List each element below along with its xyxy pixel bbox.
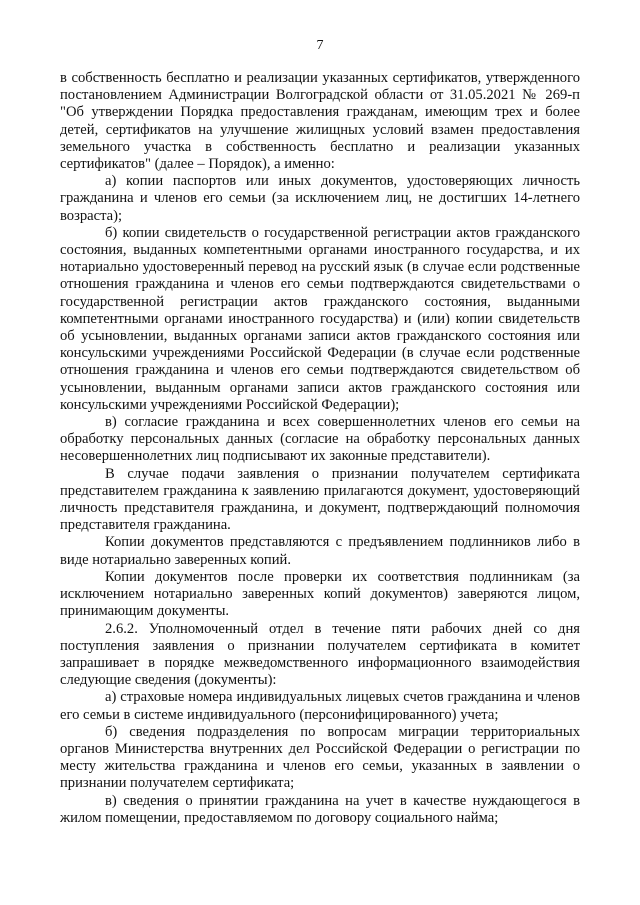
document-body (60, 70, 580, 827)
paragraph-section-2-6-2: 2.6.2. Уполномоченный отдел в течение пяти рабочих дней со дня поступления заявления о признании получателем сертификата в комитет запрашивает в порядке межведомственного информационного взаимодействия следующие сведения (документы): (60, 620, 580, 689)
page-number: 7 (316, 38, 324, 53)
paragraph-representative: В случае подачи заявления о признании получателем сертификата представителем гражданина к заявлению прилагаются документ, удостоверяющий личность представителя гражданина, и документ, подтверждающий полномочия представителя гражданина. (60, 465, 580, 534)
paragraph-copies-certified: Копии документов после проверки их соответствия подлинникам (за исключением нотариально заверенных копий документов) заверяются лицом, принимающим документы. (60, 568, 580, 620)
paragraph-item-v-consent: в) согласие гражданина и всех совершеннолетних членов его семьи на обработку персональных данных (согласие на обработку персональных данных несовершеннолетних лиц подписывают их законные представители). (60, 414, 580, 465)
paragraph-copies-presented: Копии документов представляются с предъявлением подлинников либо в виде нотариально заверенных копий. (60, 534, 580, 568)
paragraph-item-a-passports: а) копии паспортов или иных документов, удостоверяющих личность гражданина и членов его семьи (за исключением лиц, не достигших 14-летнего возраста); (60, 173, 580, 224)
paragraph-item-v-housing: в) сведения о принятии гражданина на учет в качестве нуждающегося в жилом помещении, предоставляемом по договору социального найма; (60, 792, 580, 826)
paragraph-intro: в собственность бесплатно и реализации указанных сертификатов, утвержденного постановлением Администрации Волгоградской области от 31.05.2021 № 269-п "Об утверждении Порядка предоставления гражданам, имеющим трех и более детей, сертификатов на улучшение жилищных условий взамен предоставления земельного участка в собственность бесплатно и реализации указанных сертификатов" (далее – Порядок), а именно: (60, 70, 580, 173)
paragraph-item-b-migration: б) сведения подразделения по вопросам миграции территориальных органов Министерства внутренних дел Российской Федерации о регистрации по месту жительства гражданина и членов его семьи, указанных в заявлении о признании получателем сертификата; (60, 723, 580, 792)
paragraph-item-a-insurance: а) страховые номера индивидуальных лицевых счетов гражданина и членов его семьи в системе индивидуального (персонифицированного) учета; (60, 689, 580, 723)
paragraph-item-b-certificates: б) копии свидетельств о государственной регистрации актов гражданского состояния, выданных компетентными органами иностранного государства, и их нотариально удостоверенный перевод на русский язык (в случае если родственные отношения гражданина и членов его семьи подтверждаются свидетельствами о государственной регистрации актов гражданского состояния, выданными компетентными органами иностранного государства) и (или) копии свидетельств об усыновлении, выданных органами записи актов гражданского состояния или консульскими учреждениями Российской Федерации (в случае если родственные отношения гражданина и членов его семьи подтверждаются свидетельством об усыновлении, выданным органами записи актов гражданского состояния или консульскими учреждениями Российской Федерации); (60, 224, 580, 413)
